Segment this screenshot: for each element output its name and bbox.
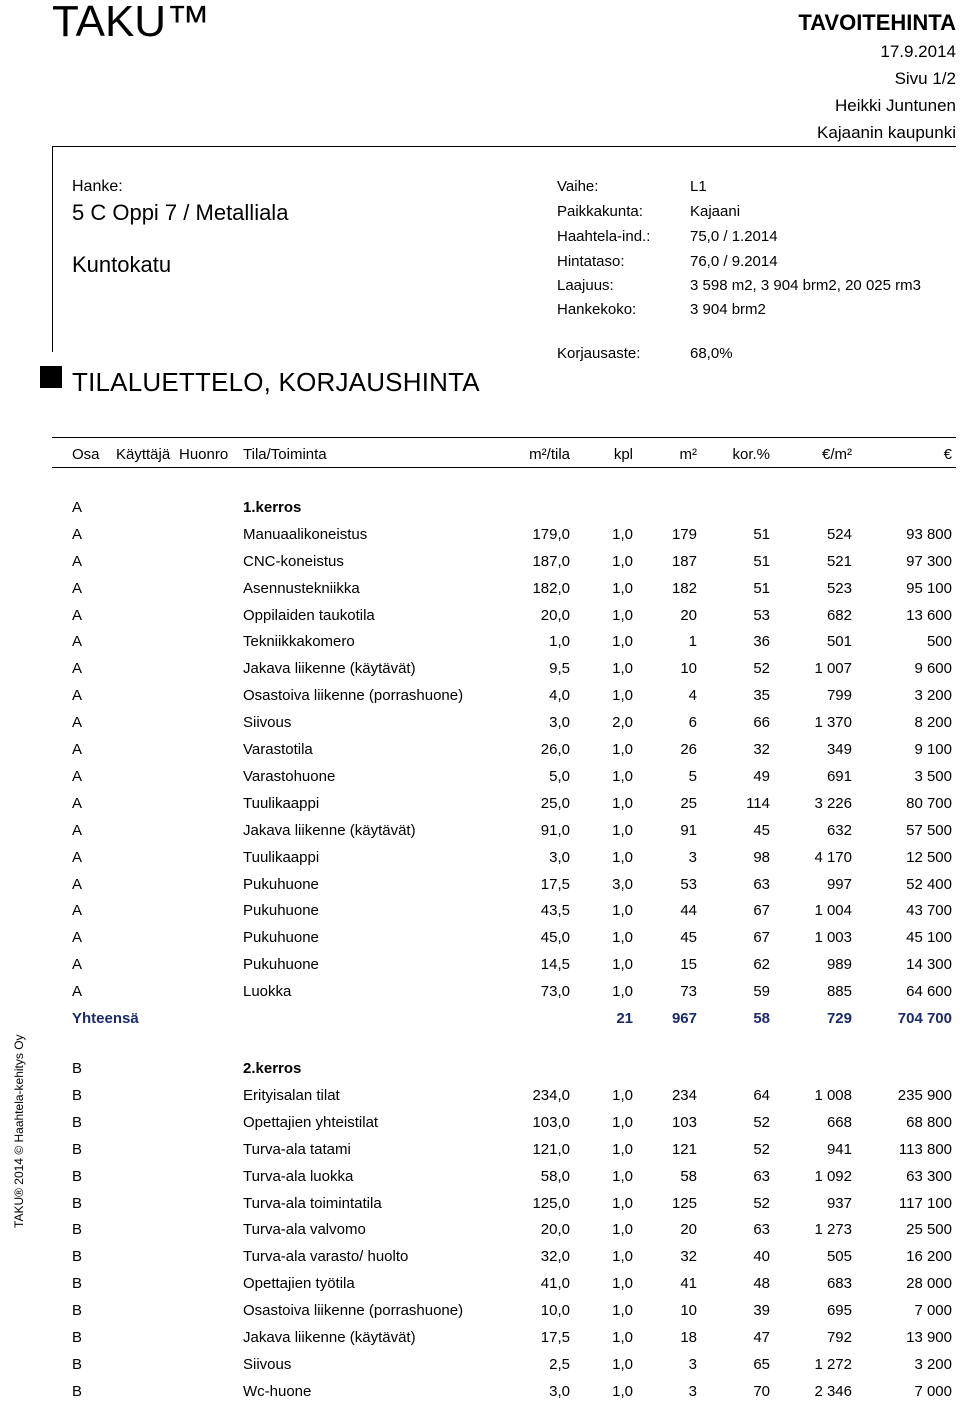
- info-value: 75,0 / 1.2014: [690, 228, 778, 245]
- cell-eur-per-m2: 524: [826, 526, 852, 543]
- cell-kor: 51: [753, 553, 770, 570]
- cell-kpl: 1,0: [612, 741, 633, 758]
- cell-m2-tila: 3,0: [549, 849, 570, 866]
- cell-m2-tila: 41,0: [540, 1275, 570, 1292]
- total-kor: 58: [753, 1010, 770, 1027]
- section-code: B: [72, 1060, 83, 1077]
- cell-eur: 43 700: [906, 902, 952, 919]
- project-street: Kuntokatu: [72, 252, 172, 277]
- cell-tila: Tekniikkakomero: [243, 633, 355, 650]
- cell-kpl: 2,0: [612, 714, 633, 731]
- total-kpl: 21: [616, 1010, 633, 1027]
- cell-eur: 7 000: [914, 1302, 952, 1319]
- info-label: Korjausaste:: [557, 345, 641, 362]
- cell-eur: 3 500: [914, 768, 952, 785]
- cell-eur: 7 000: [914, 1383, 952, 1400]
- cell-m2-tila: 20,0: [540, 1221, 570, 1238]
- cell-eur: 113 800: [898, 1141, 952, 1158]
- cell-kpl: 3,0: [612, 876, 633, 893]
- cell-kpl: 1,0: [612, 956, 633, 973]
- cell-eur: 3 200: [914, 1356, 952, 1373]
- cell-eur-per-m2: 683: [826, 1275, 852, 1292]
- cell-m2: 32: [680, 1248, 697, 1265]
- cell-kor: 52: [753, 660, 770, 677]
- total-label: Yhteensä: [72, 1010, 139, 1027]
- cell-eur-per-m2: 1 008: [814, 1087, 852, 1104]
- cell-tila: Siivous: [243, 714, 292, 731]
- cell-tila: Tuulikaappi: [243, 795, 320, 812]
- cell-m2: 179: [671, 526, 697, 543]
- cell-eur-per-m2: 695: [826, 1302, 852, 1319]
- cell-kpl: 1,0: [612, 929, 633, 946]
- cell-eur-per-m2: 1 003: [814, 929, 852, 946]
- section-code: A: [72, 499, 83, 516]
- project-name: 5 C Oppi 7 / Metalliala: [72, 200, 289, 225]
- cell-m2: 20: [680, 1221, 697, 1238]
- cell-kpl: 1,0: [612, 1141, 633, 1158]
- header-divider: [52, 146, 956, 147]
- cell-eur-per-m2: 885: [826, 983, 852, 1000]
- cell-m2: 41: [680, 1275, 697, 1292]
- cell-eur-per-m2: 501: [826, 633, 852, 650]
- cell-m2-tila: 5,0: [549, 768, 570, 785]
- total-m2: 967: [671, 1010, 697, 1027]
- cell-tila: Varastotila: [243, 741, 313, 758]
- cell-osa: B: [72, 1383, 83, 1400]
- cell-m2: 4: [688, 687, 697, 704]
- cell-kpl: 1,0: [612, 822, 633, 839]
- copyright-vertical: TAKU® 2014 © Haahtela-kehitys Oy: [12, 1034, 26, 1228]
- col-kor: kor.%: [732, 446, 770, 463]
- cell-osa: A: [72, 633, 83, 650]
- cell-kpl: 1,0: [612, 1195, 633, 1212]
- cell-kor: 63: [753, 876, 770, 893]
- cell-osa: B: [72, 1356, 83, 1373]
- cell-m2: 45: [680, 929, 697, 946]
- cell-m2: 103: [671, 1114, 697, 1131]
- cell-m2-tila: 187,0: [532, 553, 570, 570]
- cell-eur-per-m2: 1 273: [814, 1221, 852, 1238]
- cell-eur-per-m2: 691: [826, 768, 852, 785]
- cell-kpl: 1,0: [612, 607, 633, 624]
- cell-m2-tila: 73,0: [540, 983, 570, 1000]
- cell-tila: Turva-ala tatami: [243, 1141, 351, 1158]
- cell-tila: Turva-ala toimintatila: [243, 1195, 382, 1212]
- cell-osa: A: [72, 956, 83, 973]
- cell-kpl: 1,0: [612, 983, 633, 1000]
- cell-m2-tila: 17,5: [540, 1329, 570, 1346]
- cell-m2: 125: [671, 1195, 697, 1212]
- title-divider: [52, 437, 956, 438]
- info-value: 3 598 m2, 3 904 brm2, 20 025 rm3: [690, 277, 921, 294]
- total-eur: 704 700: [897, 1010, 952, 1027]
- info-value: 76,0 / 9.2014: [690, 253, 778, 270]
- document-title: TAVOITEHINTA: [798, 10, 956, 35]
- cell-kpl: 1,0: [612, 1114, 633, 1131]
- cell-eur: 57 500: [906, 822, 952, 839]
- cell-m2-tila: 121,0: [532, 1141, 570, 1158]
- cell-m2: 10: [680, 660, 697, 677]
- cell-tila: Opettajien yhteistilat: [243, 1114, 379, 1131]
- cell-eur-per-m2: 4 170: [814, 849, 852, 866]
- cell-kor: 64: [753, 1087, 770, 1104]
- cell-m2-tila: 58,0: [540, 1168, 570, 1185]
- cell-kor: 51: [753, 526, 770, 543]
- info-value: 68,0%: [690, 345, 733, 362]
- cell-eur-per-m2: 799: [826, 687, 852, 704]
- col-eur-per-m2: €/m²: [822, 446, 852, 463]
- cell-eur: 64 600: [906, 983, 952, 1000]
- cell-m2: 58: [680, 1168, 697, 1185]
- cell-osa: A: [72, 660, 83, 677]
- col-eur: €: [943, 446, 952, 463]
- page-number: Sivu 1/2: [894, 69, 956, 88]
- cell-eur: 12 500: [906, 849, 952, 866]
- cell-m2-tila: 3,0: [549, 1383, 570, 1400]
- cell-eur: 25 500: [906, 1221, 952, 1238]
- cell-eur-per-m2: 941: [826, 1141, 852, 1158]
- cell-kpl: 1,0: [612, 687, 633, 704]
- cell-osa: A: [72, 714, 83, 731]
- cell-kor: 51: [753, 580, 770, 597]
- col-m2-tila: m²/tila: [529, 446, 570, 463]
- cell-m2: 18: [680, 1329, 697, 1346]
- cell-kor: 32: [753, 741, 770, 758]
- info-label: Haahtela-ind.:: [557, 228, 651, 245]
- cell-tila: Varastohuone: [243, 768, 336, 785]
- cell-m2-tila: 32,0: [540, 1248, 570, 1265]
- cell-m2: 25: [680, 795, 697, 812]
- cell-eur-per-m2: 1 007: [814, 660, 852, 677]
- cell-tila: Oppilaiden taukotila: [243, 607, 375, 624]
- cell-osa: B: [72, 1329, 83, 1346]
- cell-m2-tila: 26,0: [540, 741, 570, 758]
- cell-m2-tila: 125,0: [532, 1195, 570, 1212]
- cell-osa: B: [72, 1087, 83, 1104]
- column-header-divider: [52, 467, 956, 468]
- cell-m2: 3: [688, 849, 697, 866]
- cell-eur: 13 600: [906, 607, 952, 624]
- cell-m2: 182: [671, 580, 697, 597]
- cell-kor: 45: [753, 822, 770, 839]
- cell-osa: A: [72, 849, 83, 866]
- cell-eur: 80 700: [906, 795, 952, 812]
- cell-tila: CNC-koneistus: [243, 553, 344, 570]
- cell-osa: A: [72, 929, 83, 946]
- info-value: 3 904 brm2: [690, 301, 766, 318]
- cell-m2-tila: 91,0: [540, 822, 570, 839]
- cell-kor: 48: [753, 1275, 770, 1292]
- cell-osa: B: [72, 1141, 83, 1158]
- cell-eur-per-m2: 1 092: [814, 1168, 852, 1185]
- cell-osa: A: [72, 876, 83, 893]
- cell-osa: B: [72, 1275, 83, 1292]
- cell-eur: 68 800: [906, 1114, 952, 1131]
- cell-tila: Jakava liikenne (käytävät): [243, 822, 416, 839]
- cell-kpl: 1,0: [612, 1168, 633, 1185]
- col-osa: Osa: [72, 446, 100, 463]
- cell-kor: 62: [753, 956, 770, 973]
- cell-tila: Pukuhuone: [243, 876, 319, 893]
- section-marker-square: [40, 366, 62, 388]
- cell-tila: Erityisalan tilat: [243, 1087, 340, 1104]
- cell-kor: 52: [753, 1114, 770, 1131]
- cell-kor: 63: [753, 1168, 770, 1185]
- cell-kpl: 1,0: [612, 633, 633, 650]
- left-margin-line: [52, 147, 53, 352]
- cell-kor: 52: [753, 1141, 770, 1158]
- cell-osa: A: [72, 822, 83, 839]
- taku-logo: TAKU™: [52, 0, 211, 46]
- info-label: Paikkakunta:: [557, 203, 643, 220]
- document-header: [798, 8, 956, 146]
- cell-m2-tila: 2,5: [549, 1356, 570, 1373]
- cell-m2: 44: [680, 902, 697, 919]
- col-m2: m²: [679, 446, 697, 463]
- cell-eur: 52 400: [906, 876, 952, 893]
- cell-m2-tila: 103,0: [532, 1114, 570, 1131]
- cell-osa: B: [72, 1302, 83, 1319]
- cell-kor: 59: [753, 983, 770, 1000]
- cell-m2-tila: 10,0: [540, 1302, 570, 1319]
- cell-eur: 63 300: [906, 1168, 952, 1185]
- cell-m2-tila: 1,0: [549, 633, 570, 650]
- cell-m2: 20: [680, 607, 697, 624]
- cell-m2: 234: [671, 1087, 697, 1104]
- cell-osa: B: [72, 1248, 83, 1265]
- cell-tila: Tuulikaappi: [243, 849, 320, 866]
- cell-eur: 14 300: [906, 956, 952, 973]
- cell-kpl: 1,0: [612, 580, 633, 597]
- cell-eur: 45 100: [906, 929, 952, 946]
- total-eur-per-m2: 729: [826, 1010, 852, 1027]
- list-title: TILALUETTELO, KORJAUSHINTA: [72, 367, 480, 397]
- cell-eur: 16 200: [906, 1248, 952, 1265]
- cell-tila: Jakava liikenne (käytävät): [243, 660, 416, 677]
- info-label: Hintataso:: [557, 253, 625, 270]
- cell-m2-tila: 179,0: [532, 526, 570, 543]
- col-kpl: kpl: [613, 446, 633, 463]
- cell-m2: 187: [671, 553, 697, 570]
- cell-m2: 3: [688, 1383, 697, 1400]
- info-label: Hankekoko:: [557, 301, 637, 318]
- cell-osa: A: [72, 768, 83, 785]
- cell-tila: Turva-ala varasto/ huolto: [243, 1248, 409, 1265]
- cell-osa: B: [72, 1195, 83, 1212]
- cell-kpl: 1,0: [612, 1087, 633, 1104]
- cell-eur-per-m2: 792: [826, 1329, 852, 1346]
- cell-eur-per-m2: 632: [826, 822, 852, 839]
- cell-kpl: 1,0: [612, 1302, 633, 1319]
- cell-m2-tila: 182,0: [532, 580, 570, 597]
- cell-m2-tila: 234,0: [532, 1087, 570, 1104]
- cell-osa: A: [72, 607, 83, 624]
- cell-osa: A: [72, 795, 83, 812]
- cell-kor: 67: [753, 902, 770, 919]
- cell-tila: Luokka: [243, 983, 292, 1000]
- cell-m2: 3: [688, 1356, 697, 1373]
- cell-kpl: 1,0: [612, 1383, 633, 1400]
- cell-m2: 91: [680, 822, 697, 839]
- cell-kor: 63: [753, 1221, 770, 1238]
- col-tila: Tila/Toiminta: [243, 446, 327, 463]
- cell-tila: Pukuhuone: [243, 956, 319, 973]
- cell-kor: 47: [753, 1329, 770, 1346]
- cell-kor: 49: [753, 768, 770, 785]
- cell-m2-tila: 25,0: [540, 795, 570, 812]
- cell-eur: 8 200: [914, 714, 952, 731]
- col-huonro: Huonro: [179, 446, 229, 463]
- cell-kpl: 1,0: [612, 849, 633, 866]
- cell-eur: 500: [926, 633, 952, 650]
- cell-osa: A: [72, 553, 83, 570]
- cell-tila: Manuaalikoneistus: [243, 526, 368, 543]
- cell-kpl: 1,0: [612, 526, 633, 543]
- cell-tila: Siivous: [243, 1356, 292, 1373]
- cell-kor: 67: [753, 929, 770, 946]
- cell-osa: A: [72, 902, 83, 919]
- cell-eur-per-m2: 989: [826, 956, 852, 973]
- cell-kpl: 1,0: [612, 1248, 633, 1265]
- cell-tila: Pukuhuone: [243, 929, 319, 946]
- cell-tila: Jakava liikenne (käytävät): [243, 1329, 416, 1346]
- cell-m2: 6: [688, 714, 697, 731]
- cell-m2: 73: [680, 983, 697, 1000]
- cell-osa: A: [72, 687, 83, 704]
- cell-eur-per-m2: 1 370: [814, 714, 852, 731]
- cell-osa: A: [72, 580, 83, 597]
- cell-osa: A: [72, 741, 83, 758]
- cell-m2-tila: 45,0: [540, 929, 570, 946]
- cell-m2-tila: 14,5: [540, 956, 570, 973]
- cell-kor: 52: [753, 1195, 770, 1212]
- cell-m2-tila: 9,5: [549, 660, 570, 677]
- cell-m2: 121: [671, 1141, 697, 1158]
- cell-osa: A: [72, 526, 83, 543]
- cell-eur: 95 100: [906, 580, 952, 597]
- cell-kpl: 1,0: [612, 1356, 633, 1373]
- document-date: 17.9.2014: [880, 42, 956, 61]
- cell-eur: 13 900: [906, 1329, 952, 1346]
- cell-osa: B: [72, 1221, 83, 1238]
- cell-eur-per-m2: 1 272: [814, 1356, 852, 1373]
- cell-kor: 40: [753, 1248, 770, 1265]
- section-name: 2.kerros: [243, 1060, 302, 1077]
- cell-tila: Turva-ala luokka: [243, 1168, 354, 1185]
- info-value: L1: [690, 178, 707, 195]
- cell-m2: 10: [680, 1302, 697, 1319]
- cell-eur: 93 800: [906, 526, 952, 543]
- col-kayttaja: Käyttäjä: [116, 446, 171, 463]
- cell-m2-tila: 3,0: [549, 714, 570, 731]
- cell-m2-tila: 17,5: [540, 876, 570, 893]
- cell-kpl: 1,0: [612, 902, 633, 919]
- section-name: 1.kerros: [243, 499, 302, 516]
- cell-tila: Osastoiva liikenne (porrashuone): [243, 1302, 464, 1319]
- cell-m2: 5: [688, 768, 697, 785]
- cell-eur-per-m2: 937: [826, 1195, 852, 1212]
- cell-m2: 15: [680, 956, 697, 973]
- cell-m2-tila: 4,0: [549, 687, 570, 704]
- cell-tila: Pukuhuone: [243, 902, 319, 919]
- author-name: Heikki Juntunen: [835, 96, 956, 115]
- project-label: Hanke:: [72, 178, 123, 195]
- cell-kor: 66: [753, 714, 770, 731]
- cell-eur: 235 900: [897, 1087, 952, 1104]
- cell-kor: 65: [753, 1356, 770, 1373]
- cell-m2: 53: [680, 876, 697, 893]
- info-label: Vaihe:: [557, 178, 599, 195]
- cell-eur-per-m2: 682: [826, 607, 852, 624]
- cell-kpl: 1,0: [612, 660, 633, 677]
- cell-m2: 26: [680, 741, 697, 758]
- cell-eur-per-m2: 349: [826, 741, 852, 758]
- cell-tila: Opettajien työtila: [243, 1275, 355, 1292]
- cell-kor: 98: [753, 849, 770, 866]
- cell-eur-per-m2: 523: [826, 580, 852, 597]
- cell-eur-per-m2: 997: [826, 876, 852, 893]
- cell-eur-per-m2: 1 004: [814, 902, 852, 919]
- cell-tila: Wc-huone: [243, 1383, 312, 1400]
- cell-kpl: 1,0: [612, 768, 633, 785]
- cell-eur: 3 200: [914, 687, 952, 704]
- cell-tila: Asennustekniikka: [243, 580, 360, 597]
- cell-tila: Osastoiva liikenne (porrashuone): [243, 687, 464, 704]
- cell-tila: Turva-ala valvomo: [243, 1221, 366, 1238]
- info-value: Kajaani: [690, 203, 741, 220]
- cell-osa: A: [72, 983, 83, 1000]
- cell-eur-per-m2: 505: [826, 1248, 852, 1265]
- cell-kor: 114: [746, 795, 770, 812]
- cell-kor: 36: [753, 633, 770, 650]
- cell-eur-per-m2: 3 226: [814, 795, 852, 812]
- cell-osa: B: [72, 1168, 83, 1185]
- info-label: Laajuus:: [557, 277, 614, 294]
- cell-kor: 70: [753, 1383, 770, 1400]
- cell-eur: 28 000: [906, 1275, 952, 1292]
- cell-kor: 35: [753, 687, 770, 704]
- cell-eur: 97 300: [906, 553, 952, 570]
- cell-eur: 117 100: [898, 1195, 952, 1212]
- cell-kpl: 1,0: [612, 553, 633, 570]
- cell-eur: 9 600: [914, 660, 952, 677]
- cell-m2-tila: 43,5: [540, 902, 570, 919]
- cell-kpl: 1,0: [612, 1221, 633, 1238]
- client-name: Kajaanin kaupunki: [817, 123, 956, 142]
- cell-eur-per-m2: 668: [826, 1114, 852, 1131]
- cell-eur-per-m2: 2 346: [814, 1383, 852, 1400]
- cell-kor: 39: [753, 1302, 770, 1319]
- cell-kor: 53: [753, 607, 770, 624]
- cell-m2: 1: [688, 633, 697, 650]
- cell-kpl: 1,0: [612, 1329, 633, 1346]
- cell-osa: B: [72, 1114, 83, 1131]
- cell-kpl: 1,0: [612, 795, 633, 812]
- cell-eur-per-m2: 521: [826, 553, 852, 570]
- cell-kpl: 1,0: [612, 1275, 633, 1292]
- cell-m2-tila: 20,0: [540, 607, 570, 624]
- cell-eur: 9 100: [914, 741, 952, 758]
